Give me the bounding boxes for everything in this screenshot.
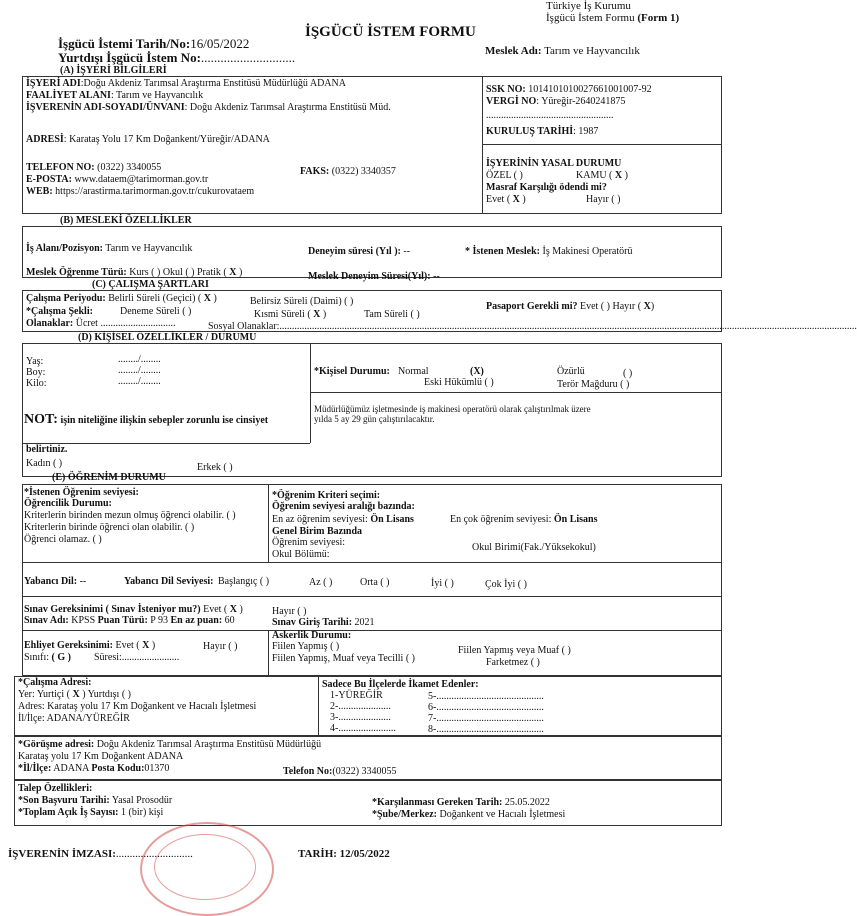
deadline-value: Yasal Prosodür — [111, 795, 173, 806]
female-option[interactable]: Kadın ( ) — [26, 458, 63, 469]
web-label: WEB: — [26, 186, 53, 197]
fax-label: FAKS: — [300, 166, 330, 177]
fee-yes-label: Evet ( — [486, 194, 511, 205]
male-option[interactable]: Erkek ( ) — [197, 462, 233, 473]
exam-date-value: 2021 — [354, 617, 375, 628]
section-e-hline2 — [22, 596, 722, 597]
min-edu-label: En az öğrenim seviyesi: — [272, 514, 368, 525]
work-field — [26, 243, 192, 255]
part-time-close: ) — [322, 309, 327, 320]
fee-question: Masraf Karşılığı ödendi mi? — [486, 182, 607, 193]
age-field[interactable]: ......../........ — [118, 354, 161, 365]
not-note — [24, 412, 268, 428]
school-dept-label: Okul Bölümü: — [272, 549, 330, 560]
min-score-value: 60 — [224, 615, 235, 626]
disabled-box[interactable]: ( ) — [623, 368, 633, 379]
interview-address-value: Doğu Akdeniz Tarımsal Araştırma Enstitüsü Müdürlüğü — [96, 739, 322, 750]
work-place-abroad[interactable]: ) Yurtdışı ( ) — [82, 689, 131, 700]
not-label: NOT: — [24, 412, 58, 427]
age-label: Yaş: — [26, 356, 44, 367]
military-opt-4[interactable]: Farketmez ( ) — [486, 657, 540, 668]
address-value: : Karataş Yolu 17 Km Doğankent/Yüreğir/ADANA — [63, 134, 270, 145]
request-date-label: İşgücü İstemi Tarih/No: — [58, 36, 191, 51]
fax-value: (0322) 3340357 — [331, 166, 396, 177]
profession-value: Tarım ve Hayvancılık — [544, 45, 640, 57]
min-edu-value: Ön Lisans — [370, 514, 414, 525]
learning-type-mark: X — [229, 267, 237, 278]
employer-label: İŞYERİ ADI — [26, 78, 81, 89]
license-class-value: ( G ) — [51, 652, 71, 663]
normal-mark: (X) — [470, 366, 484, 377]
work-place-mark: X — [72, 689, 80, 700]
postal-code-value: 01370 — [144, 763, 170, 774]
work-address-divider — [318, 676, 319, 736]
note-line-2: yılda 5 ay 29 gün çalıştırılacaktır. — [314, 414, 435, 424]
resident-3: 3-..................... — [330, 712, 391, 723]
learning-type-label: Meslek Öğrenme Türü: — [26, 267, 127, 278]
normal-option[interactable]: Normal — [398, 366, 429, 377]
fee-yes[interactable] — [486, 194, 526, 206]
foreign-language-value: -- — [79, 576, 87, 587]
work-field-value: Tarım ve Hayvancılık — [105, 243, 193, 254]
opportunities-value: Ücret .............................. — [75, 318, 176, 329]
tax-label: VERGİ NO — [486, 96, 537, 107]
student-opt-3[interactable]: Öğrenci olamaz. ( ) — [24, 534, 102, 545]
max-edu-value: Ön Lisans — [553, 514, 598, 525]
owner-value: : Doğu Akdeniz Tarımsal Araştırma Enstitüsü Müd. — [184, 102, 391, 113]
license-yes[interactable]: Evet ( — [115, 640, 140, 651]
section-e-divider — [268, 484, 269, 562]
social-opportunities: Sosyal Olanaklar:....................................................................................................................................................................................................................................... — [208, 321, 857, 332]
weight-label: Kilo: — [26, 378, 47, 389]
deadline-label: *Son Başvuru Tarihi: — [18, 795, 110, 806]
interview-city — [18, 763, 169, 775]
open-job-count — [18, 807, 163, 819]
learning-type — [26, 267, 242, 279]
activity-label: FAALİYET ALANI — [26, 90, 111, 101]
request-date-value: 16/05/2022 — [190, 36, 250, 51]
not-text: işin niteliğine ilişkin sebepler zorunlu ise cinsiyet — [60, 415, 269, 426]
employer-name — [26, 78, 346, 90]
ssk-label: SSK NO: — [486, 84, 526, 95]
work-place — [18, 689, 131, 701]
exam-details — [24, 615, 235, 627]
email-value: www.dataem@tarimorman.gov.tr — [74, 174, 209, 185]
work-period — [26, 293, 217, 305]
license-required — [24, 640, 155, 652]
meet-date-label: *Karşılanması Gereken Tarih: — [372, 797, 503, 808]
profession-experience-label: Meslek Deneyim Süresi(Yıl): — [308, 271, 431, 282]
exam-yes[interactable]: Evet ( — [203, 604, 228, 615]
opportunities — [26, 318, 175, 330]
military-label: Askerlik Durumu: — [272, 630, 352, 641]
owner-name — [26, 102, 391, 114]
exam-name-value: KPSS — [71, 615, 96, 626]
wanted-profession — [465, 246, 632, 258]
founded-label: KURULUŞ TARİHİ — [486, 126, 574, 137]
lang-level-3[interactable]: Orta ( ) — [360, 577, 390, 588]
abroad-value: ............................. — [200, 50, 296, 65]
activity-value: : Tarım ve Hayvancılık — [110, 90, 204, 101]
abroad-label: Yurtdışı İşgücü İstem No: — [58, 50, 201, 65]
exam-yes-close: ) — [239, 604, 243, 615]
military-opt-3[interactable]: Fiilen Yapmış, Muaf veya Tecilli ( ) — [272, 653, 415, 664]
deadline — [18, 795, 172, 807]
section-a-divider — [482, 76, 483, 214]
passport-value: Evet ( ) Hayır ( — [579, 301, 642, 312]
height-field[interactable]: ......../........ — [118, 365, 161, 376]
convict-option[interactable]: Eski Hükümlü ( ) — [424, 377, 494, 388]
interview-city-label: *İl/İlçe: — [18, 763, 52, 774]
passport-close: ) — [650, 301, 655, 312]
activity-field — [26, 90, 203, 102]
edu-range-label: Öğrenim seviyesi aralığı bazında: — [272, 501, 415, 512]
student-opt-1[interactable]: Kriterlerin birinden mezun olmuş öğrenci olabilir. ( ) — [24, 510, 236, 521]
legal-public[interactable] — [576, 170, 628, 182]
interview-phone — [283, 766, 397, 778]
residents-label: Sadece Bu İlçelerde İkamet Edenler: — [322, 679, 479, 690]
owner-label: İŞVERENİN ADI-SOYADI/ÜNVANI — [26, 102, 185, 113]
license-class — [24, 652, 71, 664]
section-e-hline1 — [22, 562, 722, 563]
tax-value: : Yüreğir-2640241875 — [536, 96, 626, 107]
license-yes-close: ) — [151, 640, 156, 651]
interview-address — [18, 739, 321, 751]
note-line-1: Müdürlüğümüz işletmesinde iş makinesi operatörü olarak çalıştırılmak üzere — [314, 404, 591, 414]
footer-date-value: 12/05/2022 — [339, 848, 390, 860]
tax-dots: ................................................... — [486, 110, 614, 121]
general-unit-label: Genel Birim Bazında — [272, 526, 362, 537]
ssk-value: 1014101010027661001007-92 — [528, 84, 652, 95]
min-edu — [272, 514, 414, 526]
weight-field[interactable]: ......../........ — [118, 376, 161, 387]
part-time-mark: X — [313, 309, 321, 320]
work-period-label: Çalışma Periyodu: — [26, 293, 106, 304]
military-opt-2[interactable]: Fiilen Yapmış veya Muaf ( ) — [458, 645, 571, 656]
edu-criteria-label: *Öğrenim Kriteri seçimi: — [272, 490, 381, 501]
resident-5: 5-........................................... — [428, 691, 544, 702]
experience-label: Deneyim süresi (Yıl ): — [308, 246, 401, 257]
interview-address-label: *Görüşme adresi: — [18, 739, 95, 750]
score-type-label: Puan Türü: — [97, 615, 148, 626]
passport-label: Pasaport Gerekli mi? — [486, 301, 578, 312]
wanted-profession-label: * İstenen Meslek: — [465, 246, 540, 257]
form-name-text: İşgücü İstem Formu — [546, 12, 635, 24]
resident-4: 4-....................... — [330, 723, 396, 734]
founded-value: : 1987 — [573, 126, 599, 137]
required-edu-label: *İstenen Öğrenim seviyesi: — [24, 487, 139, 498]
founded — [486, 126, 598, 138]
section-e-divider-2 — [268, 630, 269, 676]
interview-line-2: Karataş yolu 17 Km Doğankent ADANA — [18, 751, 184, 762]
learning-type-close: ) — [238, 267, 243, 278]
interview-phone-label: Telefon No: — [283, 766, 333, 777]
foreign-language — [24, 576, 86, 588]
work-period-close: ) — [213, 293, 217, 304]
interview-city-value: ADANA — [53, 763, 89, 774]
lang-level-5[interactable]: Çok İyi ( ) — [485, 579, 527, 590]
exam-name-label: Sınav Adı: — [24, 615, 69, 626]
legal-status-label: İŞYERİNİN YASAL DURUMU — [486, 158, 622, 169]
form-code: (Form 1) — [637, 12, 680, 24]
email-label: E-POSTA: — [26, 174, 72, 185]
school-unit-label: Okul Birimi(Fak./Yüksekokul) — [472, 542, 596, 553]
exam-required — [24, 604, 243, 616]
branch-label: *Şube/Merkez: — [372, 809, 437, 820]
wanted-profession-value: İş Makinesi Operatörü — [542, 246, 633, 257]
student-status-label: Öğrencilik Durumu: — [24, 498, 112, 509]
lang-level-2[interactable]: Az ( ) — [309, 577, 333, 588]
postal-code-label: Posta Kodu: — [91, 763, 145, 774]
form-title: İŞGÜCÜ İSTEM FORMU — [305, 24, 476, 40]
license-label: Ehliyet Gereksinimi: — [24, 640, 113, 651]
exam-no[interactable]: Hayır ( ) — [272, 606, 307, 617]
open-job-count-value: 1 (bir) kişi — [121, 807, 164, 818]
exam-date — [272, 617, 375, 629]
section-d-hline-right — [310, 392, 722, 393]
section-d-divider — [310, 343, 311, 443]
part-time-label: Kısmi Süreli ( — [254, 309, 311, 320]
max-edu-label: En çok öğrenim seviyesi: — [450, 514, 552, 525]
edu-level-label: Öğrenim seviyesi: — [272, 537, 346, 548]
resident-1: 1-YÜREĞİR — [330, 690, 383, 701]
form-name — [546, 12, 679, 25]
legal-public-close: ) — [624, 170, 628, 181]
license-no[interactable]: Hayır ( ) — [203, 641, 238, 652]
full-time[interactable]: Tam Süreli ( ) — [364, 309, 420, 320]
signature-line: ............................ — [115, 848, 193, 860]
work-type-label: *Çalışma Şekli: — [26, 306, 93, 317]
exam-required-label: Sınav Gereksinimi ( Sınav İsteniyor mu?) — [24, 604, 201, 615]
work-place-domestic[interactable]: Yer: Yurtiçi ( — [18, 689, 70, 700]
email — [26, 174, 208, 186]
agency-name: Türkiye İş Kurumu — [546, 0, 631, 12]
learning-type-value: Kurs ( ) Okul ( ) Pratik ( — [129, 267, 227, 278]
tax-no — [486, 96, 625, 108]
section-c-title: (C) ÇALIŞMA ŞARTLARI — [92, 279, 209, 290]
work-period-value: Belirli Süreli (Geçici) ( — [108, 293, 202, 304]
lang-level-1[interactable]: Başlangıç ( ) — [218, 576, 270, 587]
passport — [486, 301, 654, 313]
lang-level-4[interactable]: İyi ( ) — [431, 578, 454, 589]
interview-phone-value: (0322) 3340055 — [332, 766, 397, 777]
fee-yes-mark: X — [512, 194, 520, 205]
work-address-label: *Çalışma Adresi: — [18, 677, 92, 688]
work-city: İl/İlçe: ADANA/YÜREĞİR — [18, 713, 130, 724]
phone — [26, 162, 161, 174]
max-edu — [450, 514, 598, 526]
profession-label: Meslek Adı: — [485, 45, 542, 57]
personal-status-label: *Kişisel Durumu: — [314, 366, 390, 377]
abroad-request — [58, 51, 295, 66]
exam-date-label: Sınav Giriş Tarihi: — [272, 617, 353, 628]
military-opt-1[interactable]: Fiilen Yapmış ( ) — [272, 641, 340, 652]
foreign-language-label: Yabancı Dil: — [24, 576, 78, 587]
fee-yes-close: ) — [522, 194, 526, 205]
experience-value: -- — [403, 246, 411, 257]
signature-label: İŞVERENİN İMZASI: — [8, 848, 116, 860]
work-period-mark: X — [203, 293, 211, 304]
stamp-inner-ring — [154, 834, 256, 900]
indefinite-period[interactable]: Belirsiz Süreli (Daimi) ( ) — [250, 296, 354, 307]
student-opt-2[interactable]: Kriterlerin birinde öğrenci olan olabilir. ( ) — [24, 522, 195, 533]
meet-date-value: 25.05.2022 — [504, 797, 550, 808]
legal-public-label: KAMU ( — [576, 170, 613, 181]
profession-experience-value: -- — [433, 271, 440, 282]
resident-7: 7-........................................... — [428, 713, 544, 724]
profession-experience — [308, 271, 440, 283]
meet-date — [372, 797, 550, 809]
legal-divider — [482, 144, 722, 145]
footer-date-label: TARİH: — [298, 848, 337, 860]
terror-option[interactable]: Terör Mağduru ( ) — [557, 379, 630, 390]
license-class-label: Sınıfı: — [24, 652, 50, 663]
section-a-title: (A) İŞYERİ BİLGİLERİ — [60, 65, 167, 76]
ssk-no — [486, 84, 652, 96]
opportunities-label: Olanaklar: — [26, 318, 74, 329]
passport-mark: X — [643, 301, 651, 312]
exam-yes-mark: X — [229, 604, 237, 615]
phone-value: (0322) 3340055 — [97, 162, 162, 173]
work-field-label: İş Alanı/Pozisyon: — [26, 243, 103, 254]
demand-label: Talep Özellikleri: — [18, 783, 93, 794]
experience — [308, 246, 410, 258]
score-type-value: P 93 — [150, 615, 168, 626]
disabled-option[interactable]: Özürlü — [557, 366, 585, 377]
address — [26, 134, 270, 146]
branch — [372, 809, 565, 821]
profession — [485, 45, 640, 58]
work-address-line: Adres: Karataş yolu 17 Km Doğankent ve Hacıalı İşletmesi — [18, 701, 257, 712]
section-e-hline3 — [22, 630, 722, 631]
trial-work[interactable]: Deneme Süreli ( ) — [120, 306, 192, 317]
part-time[interactable] — [254, 309, 326, 321]
section-d-title: (D) KİŞİSEL ÖZELLİKLER / DURUMU — [78, 332, 257, 343]
min-score-label: En az puan: — [170, 615, 223, 626]
footer-date — [298, 848, 390, 861]
address-label: ADRESİ — [26, 134, 64, 145]
phone-label: TELEFON NO: — [26, 162, 95, 173]
web — [26, 186, 254, 198]
branch-value: Doğankent ve Hacıalı İşletmesi — [439, 809, 566, 820]
height-label: Boy: — [26, 367, 46, 378]
fax — [300, 166, 396, 178]
resident-2: 2-..................... — [330, 701, 391, 712]
fee-no[interactable]: Hayır ( ) — [586, 194, 621, 205]
legal-private[interactable]: ÖZEL ( ) — [486, 170, 523, 181]
employer-value: :Doğu Akdeniz Tarımsal Araştırma Enstitüsü Müdürlüğü ADANA — [80, 78, 346, 89]
not-text-2: belirtiniz. — [26, 444, 68, 455]
license-duration: Süresi:....................... — [94, 652, 180, 663]
section-b-title: (B) MESLEKİ ÖZELLİKLER — [60, 215, 192, 226]
resident-8: 8-........................................... — [428, 724, 544, 735]
section-e-title: (E) ÖĞRENİM DURUMU — [52, 472, 166, 483]
legal-public-mark: X — [614, 170, 623, 181]
license-yes-mark: X — [142, 640, 150, 651]
language-level-label: Yabancı Dil Seviyesi: — [124, 576, 214, 587]
open-job-count-label: *Toplam Açık İş Sayısı: — [18, 807, 119, 818]
web-value: https://arastirma.tarimorman.gov.tr/cukurovataem — [55, 186, 255, 197]
resident-6: 6-........................................... — [428, 702, 544, 713]
